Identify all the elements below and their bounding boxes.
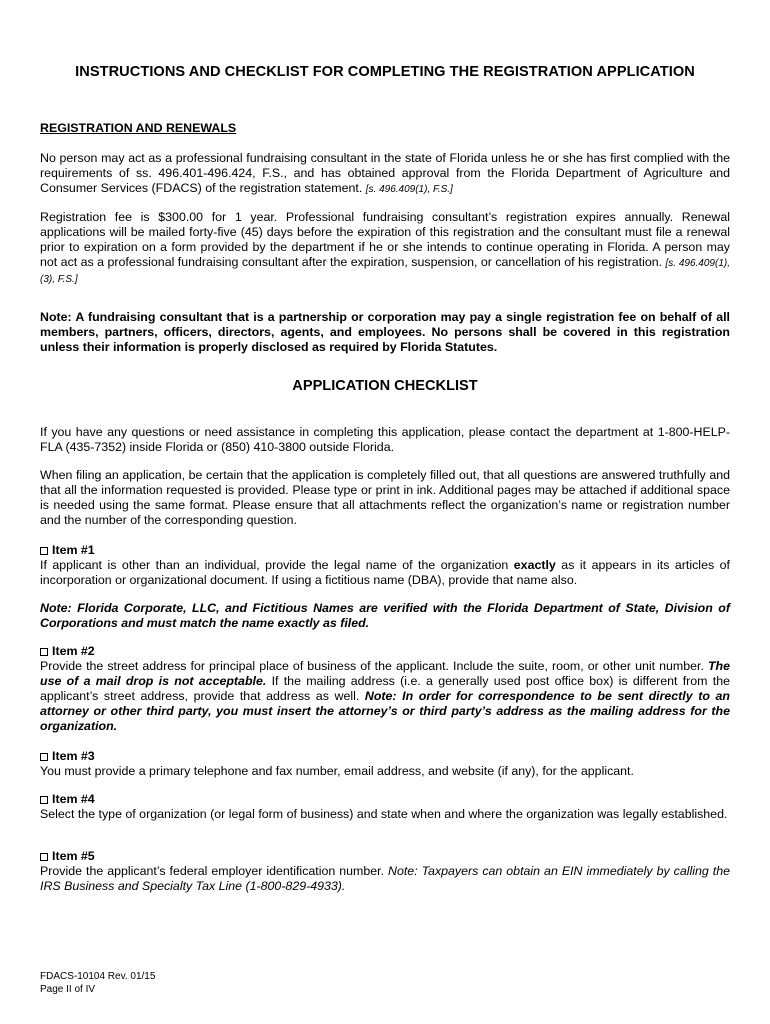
statute-citation: [s. 496.409(1), (3), F.S.] (40, 258, 730, 285)
checklist-intro-filing: When filing an application, be certain that the application is completely filled out, that all questions are answered truthfully and that all the information requested is provided. Please type or print in ink. Additional pages may be attached if additional space is needed using the same format. Please ensure that all attachments reflect the organization’s name or registration number and the number of the corresponding question. (40, 468, 730, 527)
form-id: FDACS-10104 Rev. 01/15 (40, 971, 156, 982)
item-1-note: Note: Florida Corporate, LLC, and Fictitious Names are verified with the Florida Department of State, Division of Corporations and must match the name exactly as filed. (40, 601, 730, 630)
item-text: Select the type of organization (or legal form of business) and state when and where the organization was legally established. (40, 807, 728, 821)
note-partnership: Note: A fundraising consultant that is a partnership or corporation may pay a single registration fee on behalf of all members, partners, officers, directors, agents, and employees. No persons shall be covered in this registration unless their information is properly disclosed as required by Florida Statutes. (40, 310, 730, 354)
checkbox-icon[interactable] (40, 796, 48, 804)
checklist-item-3 (40, 749, 730, 779)
paragraph-registration-requirement (40, 151, 730, 197)
item-text: If the mailing address (i.e. a generally used post office box) is different from the applicant’s street address, provide that address as well. (40, 674, 730, 703)
checkbox-icon[interactable] (40, 753, 48, 761)
item-label: Item #1 (52, 543, 95, 557)
page-title: INSTRUCTIONS AND CHECKLIST FOR COMPLETING THE REGISTRATION APPLICATION (75, 64, 695, 80)
item-label: Item #4 (52, 792, 95, 806)
checklist-item-4 (40, 792, 730, 822)
item-text: Provide the applicant’s federal employer identification number. (40, 864, 389, 878)
item-label: Item #3 (52, 749, 95, 763)
item-label: Item #2 (52, 644, 95, 658)
checklist-intro-contact: If you have any questions or need assistance in completing this application, please contact the department at 1-800-HELP-FLA (435-7352) inside Florida or (850) 410-3800 outside Florida. (40, 425, 730, 454)
item-text: You must provide a primary telephone and fax number, email address, and website (if any), for the applicant. (40, 764, 634, 778)
item-text: Provide the street address for principal place of business of the applicant. Include the suite, room, or other unit number. (40, 659, 708, 673)
checklist-item-2 (40, 644, 730, 734)
paragraph-text: No person may act as a professional fundraising consultant in the state of Florida unless he or she has first complied with the requirements of ss. 496.401-496.424, F.S., and has obtained approval from the Florida Department of Agriculture and Consumer Services (FDACS) of the registration statement. (40, 151, 730, 195)
statute-citation: [s. 496.409(1), F.S.] (365, 184, 453, 195)
checkbox-icon[interactable] (40, 648, 48, 656)
item-emphasis: exactly (513, 558, 556, 572)
item-2-note: Note: In order for correspondence to be sent directly to an attorney or other third party, you must insert the attorney’s or third party’s address as the mailing address for the organization. (40, 689, 730, 733)
page-number: Page II of IV (40, 984, 96, 995)
checkbox-icon[interactable] (40, 547, 48, 555)
checkbox-icon[interactable] (40, 853, 48, 861)
section-heading-registration: REGISTRATION AND RENEWALS (40, 121, 237, 135)
checklist-title: APPLICATION CHECKLIST (292, 378, 478, 394)
item-label: Item #5 (52, 849, 95, 863)
item-emphasis: The use of a mail drop is not acceptable. (40, 659, 730, 688)
checklist-item-5 (40, 849, 730, 894)
paragraph-text: Registration fee is $300.00 for 1 year. Professional fundraising consultant’s registration expires annually. Renewal applications will be mailed forty-five (45) days before the expiration of this registration and the consultant must file a renewal prior to expiration on a form provided by the department if he or she intends to continue operating in Florida. A person may not act as a professional fundraising consultant after the expiration, suspension, or cancellation of his registration. (40, 210, 730, 269)
page-footer (40, 970, 155, 996)
item-text: as it appears in its articles of incorporation or organizational document. If using a fictitious name (DBA), provide that name also. (40, 558, 730, 587)
checklist-item-1 (40, 543, 730, 588)
item-5-note: Note: Taxpayers can obtain an EIN immediately by calling the IRS Business and Specialty Tax Line (1-800-829-4933). (40, 864, 730, 893)
paragraph-registration-fee (40, 210, 730, 287)
item-text: If applicant is other than an individual, provide the legal name of the organization (40, 558, 514, 572)
